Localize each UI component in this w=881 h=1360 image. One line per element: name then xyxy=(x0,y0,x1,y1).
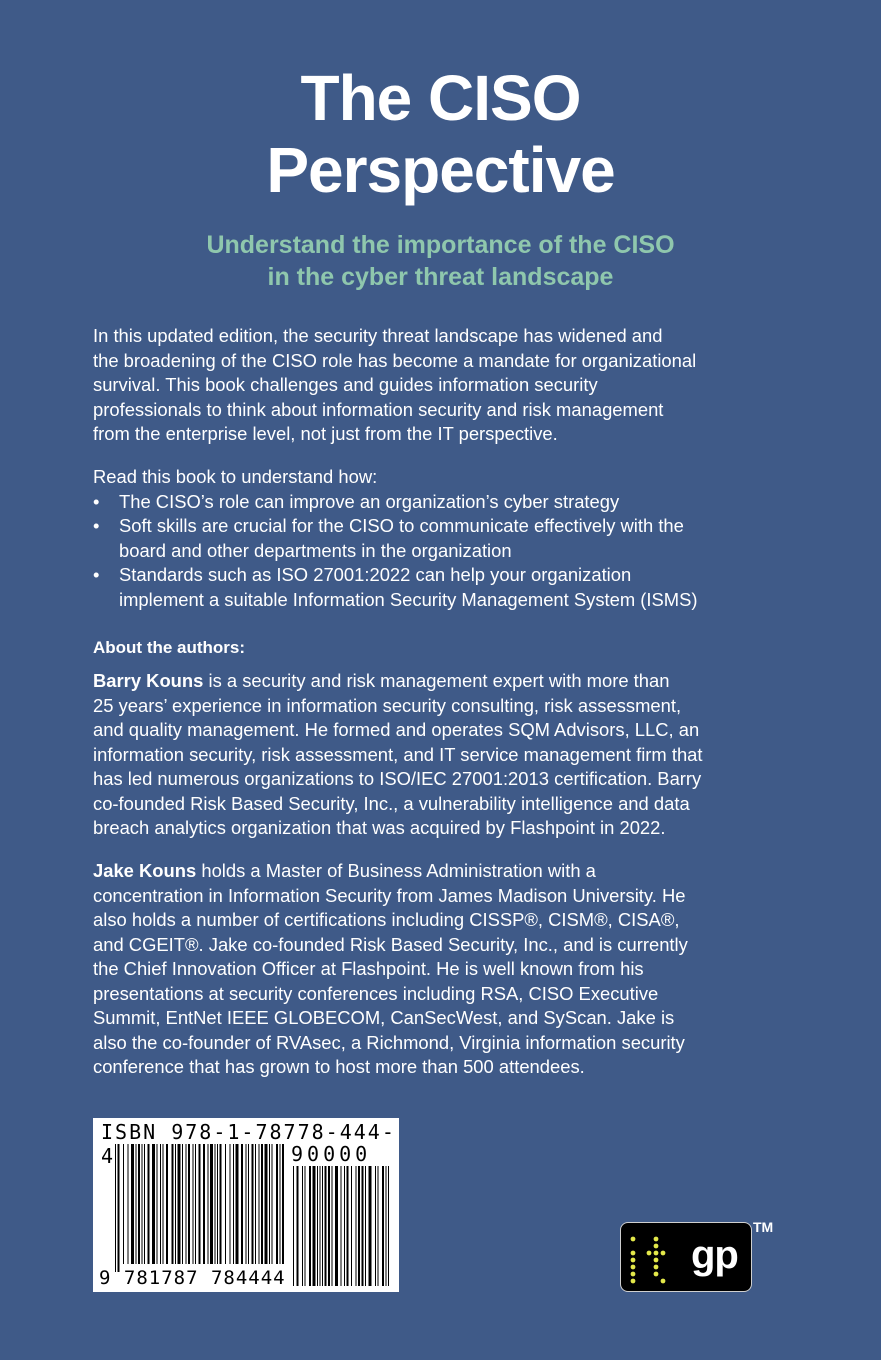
barcode-addon-bar xyxy=(356,1166,357,1286)
isbn-label: ISBN 978-1-78778-444-4 xyxy=(101,1120,396,1168)
trademark-symbol: TM xyxy=(753,1219,774,1235)
barcode-addon-bar xyxy=(332,1166,333,1286)
title-line-1: The CISO xyxy=(300,62,581,134)
barcode-addon-bar xyxy=(365,1166,366,1286)
barcode-addon-bar xyxy=(297,1166,299,1286)
author-bio-line: conference that has grown to host more than 500 attendees. xyxy=(93,1056,585,1077)
author-bio-first-line xyxy=(93,859,773,884)
barcode-addon-bar xyxy=(328,1166,330,1286)
logo-dot xyxy=(661,1251,666,1256)
barcode-addon-bar xyxy=(344,1166,345,1286)
logo-dot xyxy=(631,1251,636,1256)
author-bio-jake xyxy=(93,859,773,1080)
barcode-addon-bar xyxy=(317,1166,318,1286)
barcode-addon-bar xyxy=(351,1166,352,1286)
logo-dot xyxy=(654,1251,659,1256)
author-name: Jake Kouns xyxy=(93,860,197,881)
author-bio-barry xyxy=(93,669,773,841)
barcode-addon-bar xyxy=(378,1166,379,1286)
logo-dot xyxy=(631,1272,636,1277)
barcode-addon-bar xyxy=(293,1166,294,1286)
barcode-addon-bar xyxy=(322,1166,323,1286)
intro-line: In this updated edition, the security threat landscape has widened and xyxy=(93,325,663,346)
read-how-heading: Read this book to understand how: xyxy=(93,466,378,487)
intro-line: survival. This book challenges and guides information security xyxy=(93,374,598,395)
logo-dot xyxy=(654,1244,659,1249)
list-item xyxy=(93,563,773,612)
intro-paragraph xyxy=(93,324,773,447)
barcode-addon-bar xyxy=(305,1166,306,1286)
list-item-line: Standards such as ISO 27001:2022 can help your organization xyxy=(119,564,632,585)
price-code: 90000 xyxy=(291,1142,372,1166)
list-item-line: The CISO’s role can improve an organization’s cyber strategy xyxy=(119,490,620,512)
list-item-line: board and other departments in the organization xyxy=(119,539,512,561)
barcode-addon-bar xyxy=(386,1166,387,1286)
logo-dot xyxy=(647,1251,652,1256)
author-bio-text: is a security and risk management expert with more than xyxy=(203,670,670,691)
list-item-line: implement a suitable Information Security Management System (ISMS) xyxy=(119,588,698,610)
intro-line: the broadening of the CISO role has become a mandate for organizational xyxy=(93,349,697,371)
author-bio-line: also the co-founder of RVAsec, a Richmond, Virginia information security xyxy=(93,1031,685,1053)
book-subtitle xyxy=(0,229,881,293)
intro-line: professionals to think about information security and risk management xyxy=(93,398,664,420)
read-how-section xyxy=(93,465,773,612)
author-bio-text: holds a Master of Business Administration with a xyxy=(196,860,596,881)
author-bio-first-line xyxy=(93,669,773,694)
benefits-list xyxy=(93,490,773,613)
barcode-addon-bar xyxy=(369,1166,372,1286)
list-item-line: Soft skills are crucial for the CISO to communicate effectively with the xyxy=(119,515,684,536)
subtitle-line-2: in the cyber threat landscape xyxy=(267,263,614,291)
intro-line: from the enterprise level, not just from the IT perspective. xyxy=(93,423,558,444)
author-bio-line: and quality management. He formed and operates SQM Advisors, LLC, an xyxy=(93,719,700,740)
author-bio-line: co-founded Risk Based Security, Inc., a vulnerability intelligence and data xyxy=(93,792,690,814)
barcode-addon-bar xyxy=(325,1166,327,1286)
barcode-addon-bar xyxy=(309,1166,311,1286)
itgp-logo xyxy=(620,1222,752,1292)
logo-dot xyxy=(631,1258,636,1263)
author-bio-line: breach analytics organization that was acquired by Flashpoint in 2022. xyxy=(93,817,666,838)
logo-dot xyxy=(631,1265,636,1270)
logo-dot xyxy=(654,1272,659,1277)
logo-dot xyxy=(654,1258,659,1263)
author-bio-line: presentations at security conferences including RSA, CISO Executive xyxy=(93,982,659,1004)
author-bio-line: also holds a number of certifications including CISSP®, CISM®, CISA®, xyxy=(93,909,680,930)
author-name: Barry Kouns xyxy=(93,670,204,691)
barcode-addon-bar xyxy=(302,1166,303,1286)
author-bio-line: information security, risk assessment, and IT service management firm that xyxy=(93,743,703,765)
barcode-addon-bar xyxy=(341,1166,342,1286)
barcode-addon-bar xyxy=(358,1166,360,1286)
ean-digits: 9 781787 784444 xyxy=(99,1267,286,1289)
barcode-addon-bar xyxy=(335,1166,338,1286)
author-bio-line: and CGEIT®. Jake co-founded Risk Based Security, Inc., and is currently xyxy=(93,933,688,955)
book-title xyxy=(0,62,881,206)
isbn-barcode xyxy=(93,1118,399,1292)
subtitle-line-1: Understand the importance of the CISO xyxy=(206,231,675,259)
barcode-addon-bar xyxy=(313,1166,316,1286)
bullet-icon: • xyxy=(93,515,100,536)
logo-dot xyxy=(654,1237,659,1242)
list-item xyxy=(93,514,773,563)
list-item xyxy=(93,490,773,515)
author-bio-line: Summit, EntNet IEEE GLOBECOM, CanSecWest, and SyScan. Jake is xyxy=(93,1007,675,1028)
bullet-icon: • xyxy=(93,490,100,512)
author-bio-line: 25 years’ experience in information security consulting, risk assessment, xyxy=(93,694,682,716)
logo-dot xyxy=(631,1279,636,1284)
barcode-addon-bar xyxy=(388,1166,389,1286)
logo-gp-text: gp xyxy=(691,1233,738,1277)
bullet-icon: • xyxy=(93,564,100,585)
author-bio-line: the Chief Innovation Officer at Flashpoint. He is well known from his xyxy=(93,958,644,979)
barcode-addon-bar xyxy=(362,1166,364,1286)
author-bio-line: concentration in Information Security from James Madison University. He xyxy=(93,884,686,906)
barcode-addon-bar xyxy=(320,1166,321,1286)
barcode-addon-bar xyxy=(375,1166,376,1286)
logo-dot xyxy=(654,1265,659,1270)
barcode-addon-bar xyxy=(347,1166,349,1286)
author-bio-line: has led numerous organizations to ISO/IEC 27001:2013 certification. Barry xyxy=(93,768,702,789)
logo-dot xyxy=(631,1237,636,1242)
about-authors-heading: About the authors: xyxy=(93,638,246,657)
logo-dot xyxy=(661,1279,666,1284)
title-line-2: Perspective xyxy=(266,134,615,206)
itgp-dotted-letters xyxy=(621,1223,691,1293)
barcode-addon-bar xyxy=(382,1166,384,1286)
